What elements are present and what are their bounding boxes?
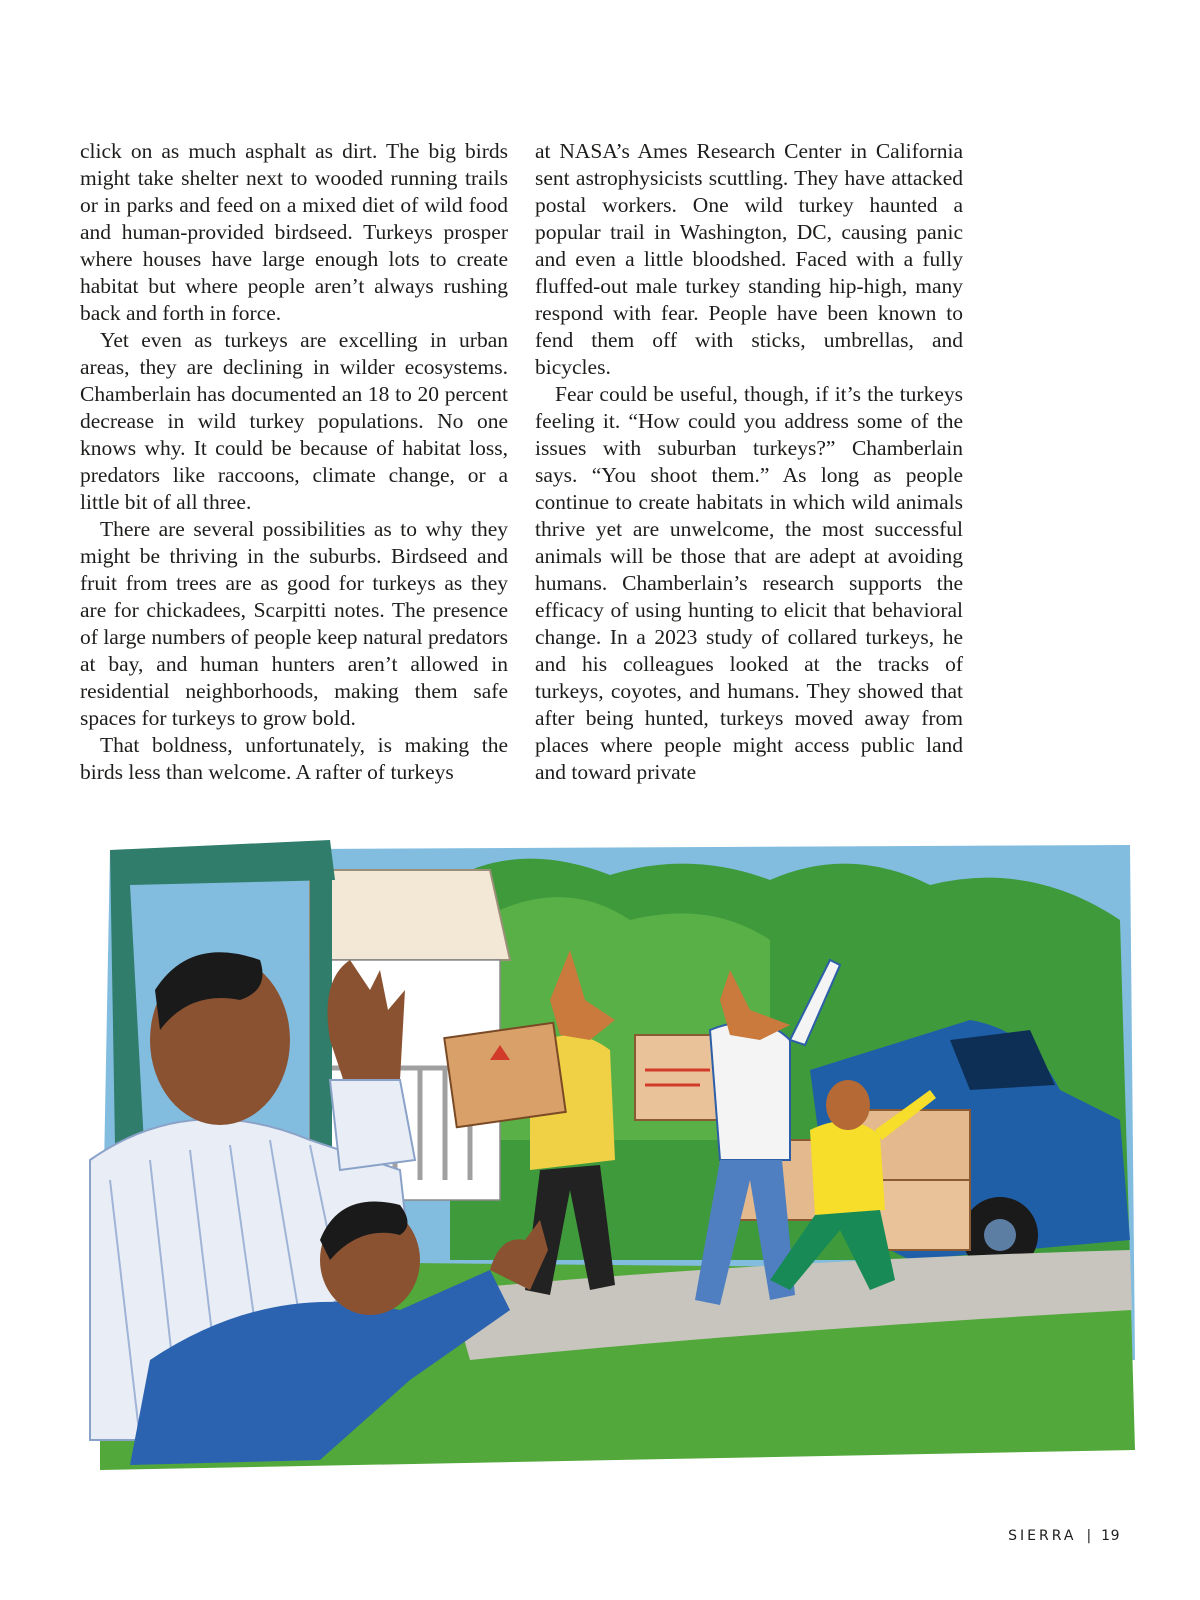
left-text-column <box>80 138 508 786</box>
footer-separator: | <box>1086 1528 1092 1544</box>
carried-box <box>444 1023 565 1127</box>
cub-jacket <box>810 1121 885 1215</box>
page-number: 19 <box>1101 1528 1120 1544</box>
page-footer <box>1008 1528 1120 1544</box>
cub-head <box>826 1080 870 1130</box>
right-text-column <box>535 138 963 786</box>
paragraph: Fear could be useful, though, if it’s the turkeys feeling it. “How could you address some of the issues with suburban turkeys?” Chamberlain says. “You shoot them.” As long as people continue to create habitats in which wild animals thrive yet are unwelcome, the most successful animals will be those that are adept at avoiding humans. Chamberlain’s research supports the efficacy of using hunting to elicit that behavioral change. In a 2023 study of collared turkeys, he and his colleagues looked at the tracks of turkeys, coyotes, and humans. They showed that after being hunted, turkeys moved away from places where people might access public land and toward private <box>535 382 963 784</box>
truck-hubcap <box>984 1219 1016 1251</box>
fox-shirt <box>710 1022 790 1160</box>
magazine-name: SIERRA <box>1008 1528 1077 1544</box>
paragraph: click on as much asphalt as dirt. The big birds might take shelter next to wooded running trails or in parks and feed on a mixed diet of wild food and human-provided birdseed. Turkeys prosper where houses have large enough lots to create habitat but where people aren’t always rushing back and forth in force. <box>80 139 508 325</box>
house-roof <box>310 870 510 960</box>
paragraph: at NASA’s Ames Research Center in California sent astrophysicists scuttling. They have attacked postal workers. One wild turkey haunted a popular trail in Washington, DC, causing panic and even a little bloodshed. Faced with a fully fluffed-out male turkey standing hip-high, many respond with fear. People have been known to fend them off with sticks, umbrellas, and bicycles. <box>535 139 963 379</box>
man-sleeve <box>330 1080 415 1170</box>
paragraph: Yet even as turkeys are excelling in urban areas, they are declining in wilder ecosystems. Chamberlain has documented an 18 to 20 percent decrease in wild turkey populations. No one knows why. It could be because of habitat loss, predators like raccoons, climate change, or a little bit of all three. <box>80 328 508 514</box>
paragraph: There are several possibilities as to why they might be thriving in the suburbs. Birdseed and fruit from trees are as good for turkeys as they are for chickadees, Scarpitti notes. The presence of large numbers of people keep natural predators at bay, and human hunters aren’t allowed in residential neighborhoods, making them safe spaces for turkeys to grow bold. <box>80 517 508 730</box>
illustration-moving-day <box>70 840 1140 1480</box>
paragraph: That boldness, unfortunately, is making the birds less than welcome. A rafter of turkeys <box>80 733 508 784</box>
